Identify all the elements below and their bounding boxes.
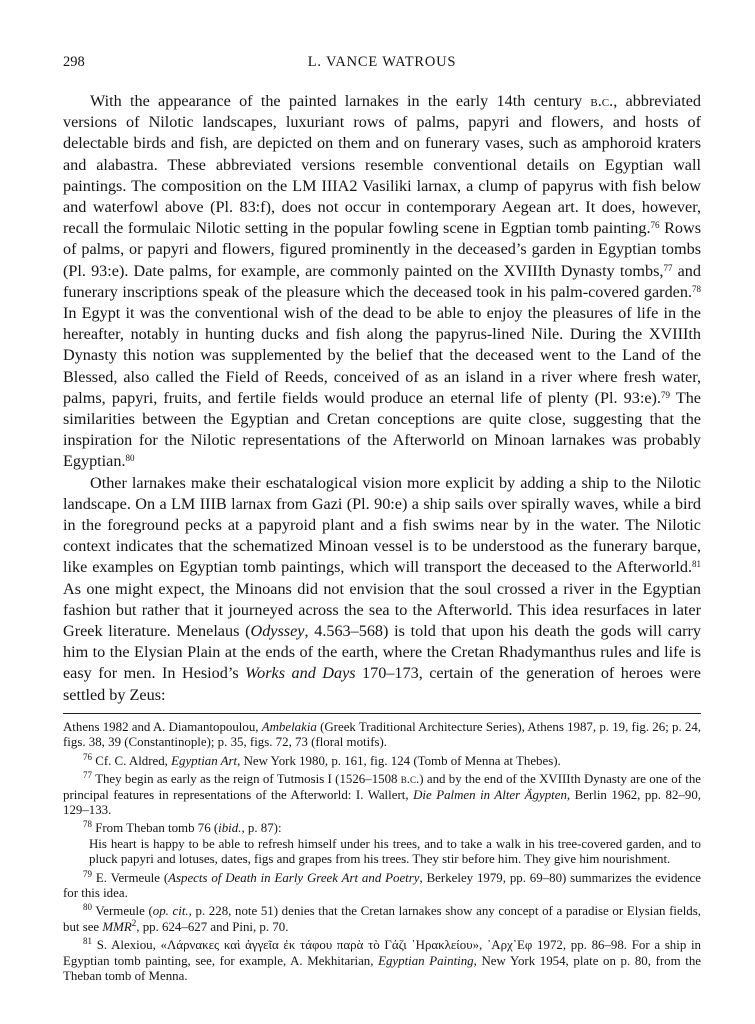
footnote-79 [63,868,701,902]
text-run: , 4.563–568) is told that upon his death the gods will carry him to the Elysian Plain at the ends of the earth, where the Cretan Rhadymanthus rules and life is easy for men. In Hesiod’s [63,622,701,683]
footnote-divider [63,713,701,714]
mmr-abbrev: MMR [102,919,132,934]
running-head: L. VANCE WATROUS [307,54,457,70]
text-run: Athens 1982 and A. Diamantopoulou, [63,719,262,734]
title-works-and-days: Works and Days [245,664,356,683]
op-cit-abbrev: op. cit. [152,904,189,919]
text-run: E. Vermeule ( [92,870,169,885]
text-run: , Berkeley 1979, pp. 69–80) summarizes the evidence for this idea. [63,870,701,900]
footnote-ref-80[interactable]: 80 [125,453,135,464]
edition-superscript: 2 [131,917,137,928]
footnote-number: 78 [83,819,92,830]
footnote-number: 80 [83,902,92,913]
footnotes [63,720,701,985]
paragraph-1 [63,91,701,473]
text-run: (Greek Traditional Architecture Series), Athens 1987, p. 19, fig. 26; p. 24, figs. 38, 39 (Constantinople); p. 35, figs. 72, 73 (floral motifs). [63,719,702,750]
title-odyssey: Odyssey [250,622,305,641]
title-aspects-of-death: Aspects of Death in Early Greek Art and Poetry [168,870,420,885]
text-run: ) and by the end of the XVIIIth Dynasty are one of the principal features in representations of the Afterworld: I. Wallert, [63,772,702,802]
text-run: Vermeule ( [92,904,153,919]
main-text [63,91,701,706]
title-egyptian-art: Egyptian Art [171,753,238,768]
text-run: , p. 87): [241,821,282,836]
bc-abbrev: b.c. [400,772,420,787]
text-run: , p. 228, note 51) denies that the Cretan larnakes show any concept of a paradise or Elysian fields, but see [63,904,701,934]
text-run: S. Alexiou, «Λάρνακες καὶ ἀγγεῖα ἐκ τάφου παρὰ τὸ Γάζι ῾Ηρακλείου», ᾿Αρχ᾿Εφ 1972, pp. 86–98. For a ship in Egyptian tomb painting, see, for example, A. Mekhitarian, [63,938,701,968]
footnote-ref-76[interactable]: 76 [650,220,660,231]
text-run: With the appearance of the painted larnakes in the early 14th century [90,92,591,110]
paragraph-2 [63,473,701,706]
footnote-ref-81[interactable]: 81 [692,559,701,570]
footnote-80 [63,904,701,935]
text-run: The similarities between the Egyptian and Cretan conceptions are quite close, suggesting that the inspiration for the Nilotic representations of the Afterworld on Minoan larnakes was probably Egyptian. [63,388,701,471]
ibid-abbrev: ibid. [218,821,242,836]
footnote-81 [63,938,701,984]
footnote-number: 76 [83,751,92,762]
text-run: As one might expect, the Minoans did not envision that the soul crossed a river in the Egyptian fashion but rather that it journeyed across the sea to the Afterworld. This idea resurfaces in later Greek literature. Menelaus ( [63,579,701,641]
text-run: They begin as early as the reign of Tutmosis I (1526–1508 [92,772,401,787]
text-run: , New York 1954, plate on p. 80, from the Theban tomb of Menna. [63,953,701,983]
text-run: Rows of palms, or papyri and flowers, figured prominently in the deceased’s garden in Egyptian tombs (Pl. 93:e). Date palms, for example, are commonly painted on the XVIIIth Dynasty tombs, [63,219,701,280]
footnote-77 [63,772,701,818]
footnote-ref-79[interactable]: 79 [660,389,670,400]
text-run: , Berlin 1962, pp. 82–90, 129–133. [63,787,701,817]
footnote-ref-78[interactable]: 78 [692,283,701,294]
title-ambelakia: Ambelakia [261,719,317,734]
text-run: , pp. 624–627 and Pini, p. 70. [136,919,289,934]
bc-abbrev: b.c. [590,92,614,110]
footnote-78 [63,821,701,836]
text-run: From Theban tomb 76 ( [92,821,219,836]
text-run: Cf. C. Aldred, [92,753,172,768]
page-number: 298 [63,54,85,70]
page-header [63,54,701,78]
footnote-78-quote: His heart is happy to be able to refresh himself under his trees, and to take a walk in his tree-covered garden, and to pluck papyri and lotuses, dates, figs and grapes from his trees. They stir before him. They give him nourishment. [89,836,701,867]
title-egyptian-painting: Egyptian Painting [378,953,474,968]
text-run: Other larnakes make their eschatalogical vision more explicit by adding a ship to the Nilotic landscape. On a LM IIIB larnax from Gazi (Pl. 90:e) a ship sails over spirally waves, while a bird in the foreground pecks at a papyroid plant and a fish swims near by in the water. The Nilotic context indicates that the schematized Minoan vessel is to be understood as the funerary barque, like examples on Egyptian tomb paintings, which will transport the deceased to the Afterworld. [63,473,701,577]
footnote-number: 79 [83,868,92,879]
footnote-ref-77[interactable]: 77 [663,262,673,273]
text-run: In Egypt it was the conventional wish of the dead to be able to enjoy the pleasures of life in the hereafter, notably in hunting ducks and fish along the papyrus-lined Nile. During the XVIIIth Dynasty this notion was supplemented by the belief that the deceased went to the Land of the Blessed, also called the Field of Reeds, conceived of as an island in a river where fresh water, palms, papyri, fruits, and fertile fields would produce an eternal life of plenty (Pl. 93:e). [63,304,701,407]
text-run: 170–173, certain of the generation of heroes were settled by Zeus: [63,664,701,704]
text-run: , New York 1980, p. 161, fig. 124 (Tomb of Menna at Thebes). [237,753,561,768]
text-run: and funerary inscriptions speak of the pleasure which the deceased took in his palm-covered garden. [63,261,701,301]
title-die-palmen: Die Palmen in Alter Ägypten [413,787,567,802]
footnote-number: 81 [83,936,92,947]
footnote-continued [63,720,701,751]
footnote-76 [63,751,701,769]
text-run: , abbreviated versions of Nilotic landscapes, luxuriant rows of palms, papyri and flowers, and hosts of delectable birds and fish, are depicted on them and on funerary vases, such as amphoroid kraters and alabastra. These abbreviated versions resemble conventional details on Egyptian wall paintings. The composition on the LM IIIA2 Vasiliki larnax, a clump of papyrus with fish below and waterfowl above (Pl. 83:f), does not occur in contemporary Aegean art. It does, however, recall the formulaic Nilotic setting in the popular fowling scene in Egptian tomb painting. [63,92,702,238]
footnote-number: 77 [83,770,92,781]
page [63,54,701,984]
